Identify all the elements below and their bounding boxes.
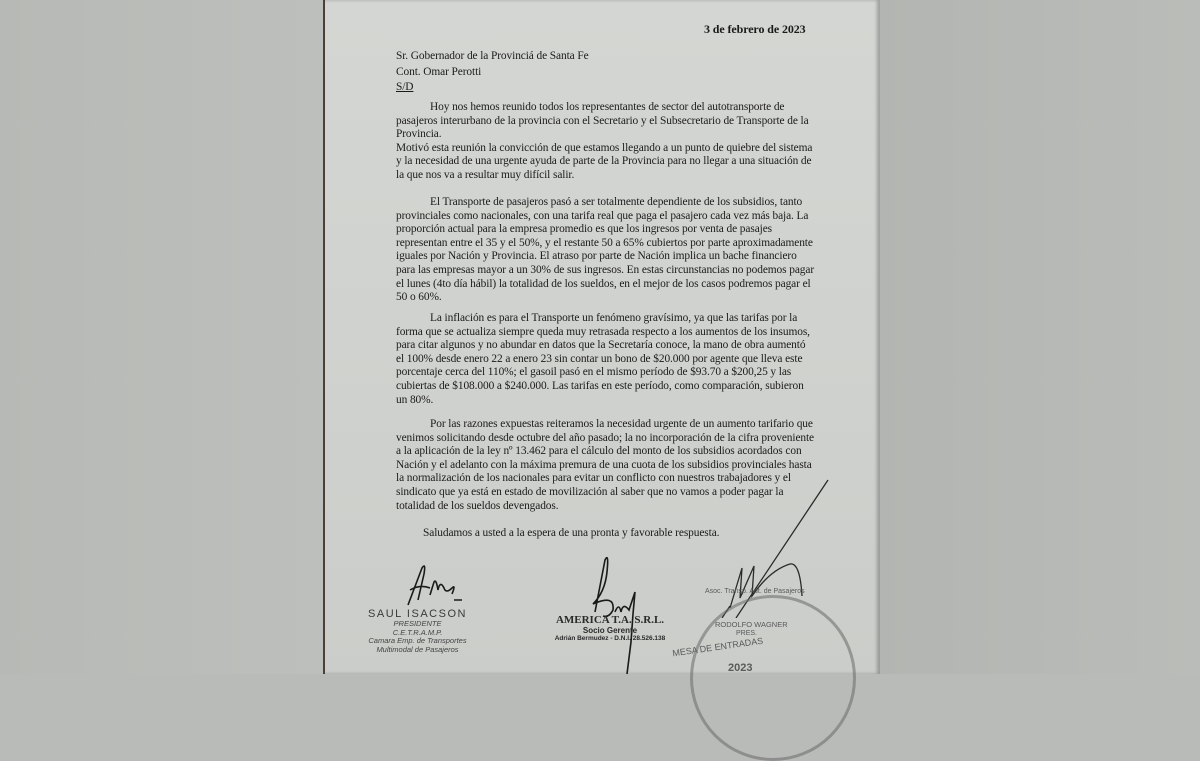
recipient-block <box>396 50 589 97</box>
paragraph-5: Por las razones expuestas reiteramos la necesidad urgente de un aumento tarifario que venimos solicitando desde octubre del año pasado; la no incorporación de la cifra proveniente a la aplicación de la ley nº 13.462 para el cálculo del monto de los subsidios acordados con Nación y el adelanto con la máxima premura de una cuota de los subsidios provinciales hasta la normalización de los nacionales para evitar un conflicto con nuestros trabajadores y el sindicato que ya está en estado de movilización al saber que no vamos a poder pagar la totalidad de los sueldos devengados. <box>396 418 815 512</box>
signer-org-line-1: Camara Emp. de Transportes <box>368 636 467 645</box>
paragraph-1: Hoy nos hemos reunido todos los representantes de sector del autotransporte de pasajeros interurbano de la provincia con el Secretario y el Subsecretario de Transporte de la Provincia. <box>396 101 809 141</box>
signer-name-1: SAUL ISACSON <box>368 608 467 620</box>
background-left <box>0 0 323 674</box>
closing-line: Saludamos a usted a la espera de una pronta y favorable respuesta. <box>423 527 720 539</box>
signer-org-line-2: Multimodal de Pasajeros <box>376 644 459 654</box>
background-right <box>878 0 1200 674</box>
stamp-label: MESA DE ENTRADAS <box>671 635 764 659</box>
signer-title-3: PRES. <box>736 630 758 637</box>
paragraph-subsidies <box>396 196 816 305</box>
signature-scribble-1 <box>400 560 470 610</box>
paragraph-2: Motivó esta reunión la convicción de que estamos llegando a un punto de quiebre del sistema y la necesidad de una urgente ayuda de parte de la Provincia para no llegar a una situación de la que nos va a resultar muy difícil salir. <box>396 141 813 181</box>
signer-name-3: RODOLFO WAGNER <box>715 620 788 629</box>
paragraph-inflation <box>396 312 816 407</box>
paragraph-intro <box>396 101 816 183</box>
recipient-line-2: Cont. Omar Perotti <box>396 65 482 78</box>
signer-title-1: PRESIDENTE <box>393 619 442 628</box>
letter-date: 3 de febrero de 2023 <box>704 22 806 36</box>
signature-scribble-2 <box>575 552 665 674</box>
signer-name-2: AMERICA T.A. S.R.L. <box>555 614 665 626</box>
signature-block-cetramp <box>350 608 485 654</box>
signer-id-2: Adrián Bermudez - D.N.I. 28.526.138 <box>554 635 666 642</box>
recipient-line-3: S/D <box>396 81 414 93</box>
recipient-line-1: Sr. Gobernador de la Provinciá de Santa Fe <box>396 50 589 62</box>
signer-org-3: Asoc. Transp. Aut. de Pasajeros <box>705 588 805 595</box>
signer-org-short-1: C.E.T.R.A.M.P. <box>392 627 443 637</box>
signer-title-2: Socio Gerente <box>582 626 638 635</box>
paragraph-3: El Transporte de pasajeros pasó a ser totalmente dependiente de los subsidios, tanto provinciales como nacionales, con una tarifa real que paga el pasajero cada vez más baja. La proporción actual para la empresa promedio es que los ingresos por venta de pasajes representan entre el 35 y el 50%, y el restante 50 a 65% cubiertos por parte aproximadamente iguales por Nación y Provincia. El atraso por parte de Nación implica un bache financiero para las empresas mayor a un 30% de sus ingresos. En estas circunstancias no podemos pagar el lunes (4to día hábil) la totalidad de los sueldos, en el mejor de los casos podremos pagar el 50 o 60%. <box>396 196 815 304</box>
stamp-year: 2023 <box>728 662 753 674</box>
paragraph-4: La inflación es para el Transporte un fenómeno gravísimo, ya que las tarifas por la forma que se actualiza siempre queda muy retrasada respecto a los aumentos de los insumos, para citar algunos y no abundar en datos que la Secretaría conoce, la mano de obra aumentó el 100% desde enero 22 a enero 23 sin contar un bono de $20.000 por agente que lleva este porcentaje cerca del 110%; el gasoil pasó en el mismo período de $93.70 a $200,25 y las cubiertas de $108.000 a $240.000. Las tarifas en este período, como comparación, subieron un 80%. <box>396 312 810 406</box>
signature-block-america <box>545 614 675 642</box>
